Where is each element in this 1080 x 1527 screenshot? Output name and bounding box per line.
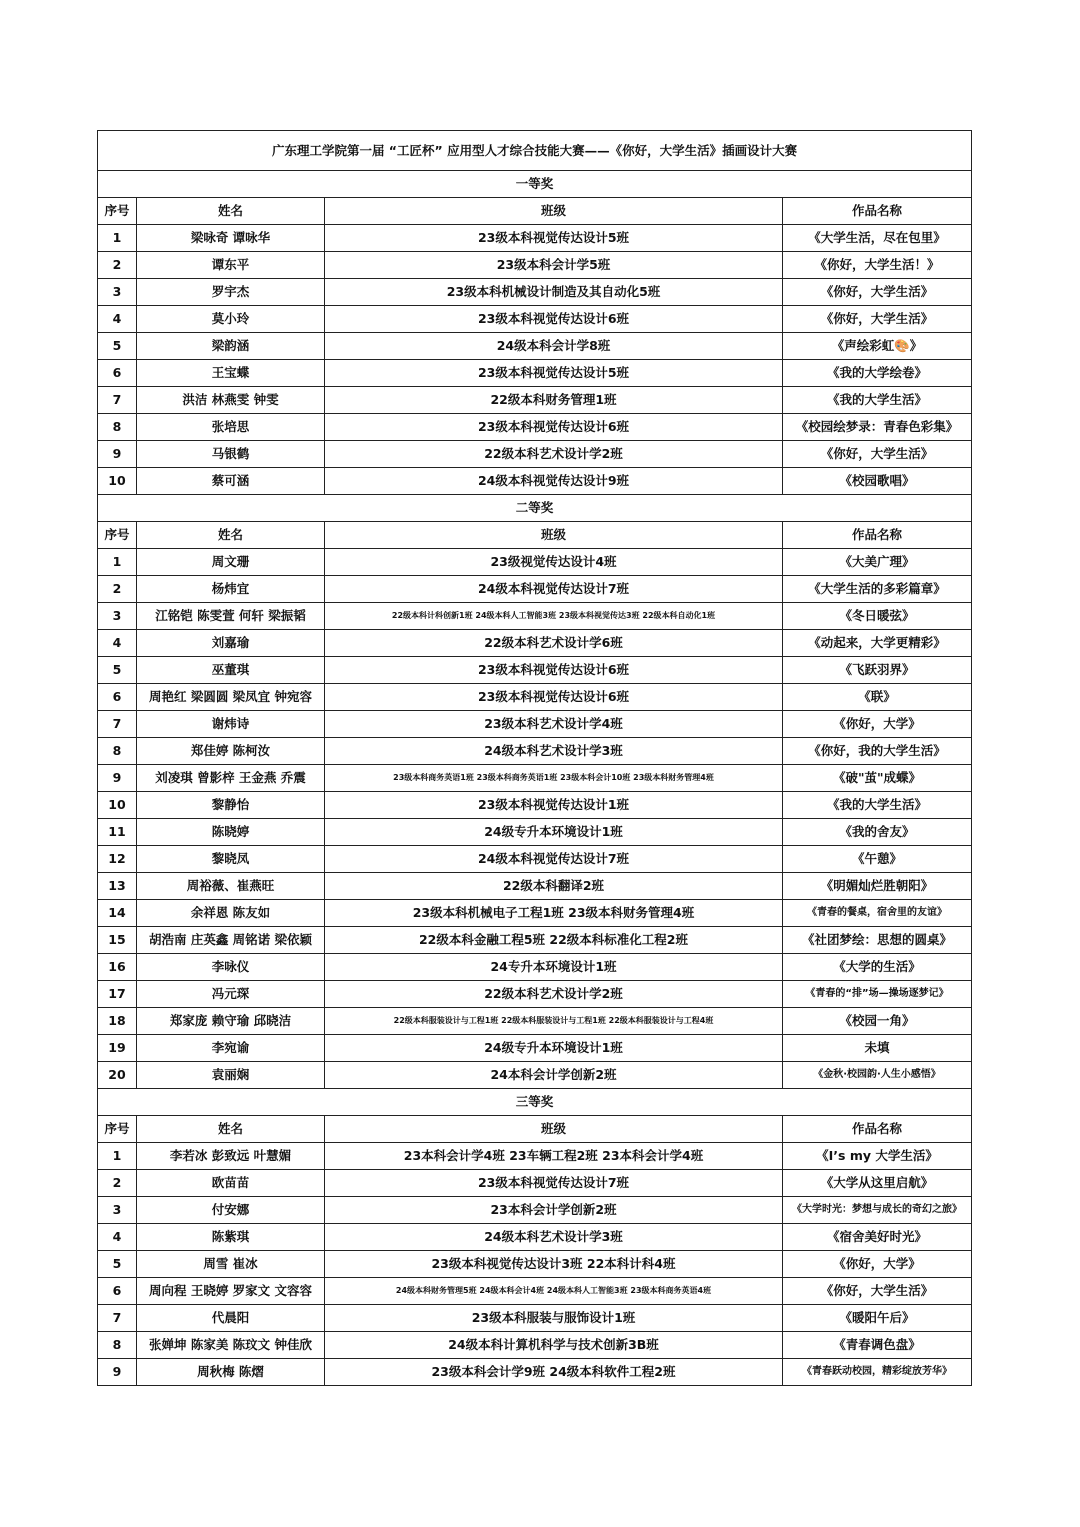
- work-title: 《社团梦绘：思想的圆桌》: [783, 927, 972, 954]
- class-name: 24级本科计算机科学与技术创新3B班: [325, 1332, 783, 1359]
- work-title: 《破"茧"成蝶》: [783, 765, 972, 792]
- class-name: 24级专升本环境设计1班: [325, 819, 783, 846]
- work-title: 《明媚灿烂胜朝阳》: [783, 873, 972, 900]
- row-number: 4: [98, 1224, 137, 1251]
- class-name: 23级本科机械电子工程1班 23级本科财务管理4班: [325, 900, 783, 927]
- class-name: 23级本科视觉传达设计6班: [325, 684, 783, 711]
- class-name: 22级本科艺术设计学2班: [325, 441, 783, 468]
- work-title: 《青春的“排”场—操场逐梦记》: [783, 981, 972, 1008]
- class-name: 23级本科会计学9班 24级本科软件工程2班: [325, 1359, 783, 1386]
- work-title: 《我的大学生活》: [783, 792, 972, 819]
- student-name: 江铭铠 陈雯萱 何轩 梁振韬: [137, 603, 325, 630]
- table-row: [98, 387, 972, 414]
- table-row: [98, 1278, 972, 1305]
- student-name: 冯元琛: [137, 981, 325, 1008]
- student-name: 刘凌琪 曾影梓 王金燕 乔震: [137, 765, 325, 792]
- work-title: 未填: [783, 1035, 972, 1062]
- student-name: 罗宇杰: [137, 279, 325, 306]
- work-title: 《大学时光：梦想与成长的奇幻之旅》: [783, 1197, 972, 1224]
- row-number: 17: [98, 981, 137, 1008]
- table-row: [98, 1008, 972, 1035]
- student-name: 周文珊: [137, 549, 325, 576]
- work-title: 《声绘彩虹🎨》: [783, 333, 972, 360]
- student-name: 李若冰 彭致远 叶慧媚: [137, 1143, 325, 1170]
- row-number: 18: [98, 1008, 137, 1035]
- table-row: [98, 1170, 972, 1197]
- row-number: 14: [98, 900, 137, 927]
- student-name: 刘嘉瑜: [137, 630, 325, 657]
- award-sheet: [97, 130, 971, 1386]
- row-number: 2: [98, 1170, 137, 1197]
- work-title: 《青春的餐桌，宿舍里的友谊》: [783, 900, 972, 927]
- header-class: 班级: [325, 1116, 783, 1143]
- table-row: [98, 900, 972, 927]
- row-number: 6: [98, 360, 137, 387]
- student-name: 胡浩南 庄英鑫 周铭诺 梁依颖: [137, 927, 325, 954]
- section-label: 一等奖: [98, 171, 972, 198]
- class-name: 23级本科视觉传达设计6班: [325, 657, 783, 684]
- work-title: 《青春调色盘》: [783, 1332, 972, 1359]
- class-name: 23级本科视觉传达设计6班: [325, 306, 783, 333]
- class-name: 24专升本环境设计1班: [325, 954, 783, 981]
- student-name: 王宝蝶: [137, 360, 325, 387]
- header-number: 序号: [98, 1116, 137, 1143]
- row-number: 1: [98, 549, 137, 576]
- header-work-title: 作品名称: [783, 198, 972, 225]
- section-label-row: [98, 1089, 972, 1116]
- table-row: [98, 252, 972, 279]
- table-header-row: [98, 1116, 972, 1143]
- table-row: [98, 549, 972, 576]
- student-name: 周向程 王晓婷 罗家文 文容容: [137, 1278, 325, 1305]
- row-number: 9: [98, 765, 137, 792]
- student-name: 马银鹤: [137, 441, 325, 468]
- class-name: 24级专升本环境设计1班: [325, 1035, 783, 1062]
- row-number: 5: [98, 333, 137, 360]
- table-row: [98, 927, 972, 954]
- row-number: 4: [98, 630, 137, 657]
- student-name: 梁韵涵: [137, 333, 325, 360]
- row-number: 1: [98, 225, 137, 252]
- work-title: 《金秋·校园韵·人生小感悟》: [783, 1062, 972, 1089]
- table-row: [98, 1143, 972, 1170]
- class-name: 22级本科艺术设计学2班: [325, 981, 783, 1008]
- student-name: 巫董琪: [137, 657, 325, 684]
- table-row: [98, 819, 972, 846]
- header-name: 姓名: [137, 522, 325, 549]
- student-name: 张培思: [137, 414, 325, 441]
- student-name: 郑家庞 赖守瑜 邱晓洁: [137, 1008, 325, 1035]
- row-number: 19: [98, 1035, 137, 1062]
- student-name: 周裕薇、崔燕旺: [137, 873, 325, 900]
- table-header-row: [98, 522, 972, 549]
- table-row: [98, 225, 972, 252]
- work-title: 《大学的生活》: [783, 954, 972, 981]
- student-name: 陈紫琪: [137, 1224, 325, 1251]
- work-title: 《我的舍友》: [783, 819, 972, 846]
- work-title: 《午憩》: [783, 846, 972, 873]
- class-name: 23级本科视觉传达设计7班: [325, 1170, 783, 1197]
- header-work-title: 作品名称: [783, 522, 972, 549]
- class-name: 24级本科会计学8班: [325, 333, 783, 360]
- class-name: 24级本科视觉传达设计7班: [325, 576, 783, 603]
- work-title: 《大学生活，尽在包里》: [783, 225, 972, 252]
- class-name: 23级本科视觉传达设计6班: [325, 414, 783, 441]
- student-name: 黎晓凤: [137, 846, 325, 873]
- table-row: [98, 1224, 972, 1251]
- section-label-row: [98, 171, 972, 198]
- table-row: [98, 306, 972, 333]
- class-name: 23本科会计学4班 23车辆工程2班 23本科会计学4班: [325, 1143, 783, 1170]
- table-row: [98, 981, 972, 1008]
- row-number: 9: [98, 441, 137, 468]
- table-row: [98, 765, 972, 792]
- table-row: [98, 333, 972, 360]
- student-name: 杨炜宜: [137, 576, 325, 603]
- page-title: 广东理工学院第一届 “工匠杯” 应用型人才综合技能大赛——《你好，大学生活》插画设计大赛: [98, 131, 972, 171]
- student-name: 梁咏奇 谭咏华: [137, 225, 325, 252]
- row-number: 10: [98, 792, 137, 819]
- student-name: 周秋梅 陈熠: [137, 1359, 325, 1386]
- class-name: 22级本科服装设计与工程1班 22级本科服装设计与工程1班 22级本科服装设计与工程4班: [325, 1008, 783, 1035]
- header-number: 序号: [98, 522, 137, 549]
- table-row: [98, 1251, 972, 1278]
- table-row: [98, 360, 972, 387]
- row-number: 20: [98, 1062, 137, 1089]
- table-row: [98, 1197, 972, 1224]
- row-number: 7: [98, 387, 137, 414]
- table-row: [98, 1359, 972, 1386]
- work-title: 《I’s my 大学生活》: [783, 1143, 972, 1170]
- class-name: 23级本科会计学5班: [325, 252, 783, 279]
- class-name: 23级本科视觉传达设计3班 22本科计科4班: [325, 1251, 783, 1278]
- row-number: 3: [98, 603, 137, 630]
- class-name: 23级本科视觉传达设计5班: [325, 225, 783, 252]
- class-name: 23级本科机械设计制造及其自动化5班: [325, 279, 783, 306]
- work-title: 《校园歌唱》: [783, 468, 972, 495]
- work-title: 《你好，大学生活》: [783, 279, 972, 306]
- table-row: [98, 954, 972, 981]
- work-title: 《我的大学绘卷》: [783, 360, 972, 387]
- row-number: 6: [98, 1278, 137, 1305]
- table-row: [98, 576, 972, 603]
- table-row: [98, 738, 972, 765]
- table-row: [98, 1035, 972, 1062]
- table-row: [98, 657, 972, 684]
- class-name: 23级视觉传达设计4班: [325, 549, 783, 576]
- section-label-row: [98, 495, 972, 522]
- row-number: 8: [98, 738, 137, 765]
- work-title: 《你好，大学生活！》: [783, 252, 972, 279]
- work-title: 《暖阳午后》: [783, 1305, 972, 1332]
- row-number: 6: [98, 684, 137, 711]
- row-number: 7: [98, 711, 137, 738]
- work-title: 《联》: [783, 684, 972, 711]
- row-number: 3: [98, 279, 137, 306]
- student-name: 莫小玲: [137, 306, 325, 333]
- class-name: 23本科会计学创新2班: [325, 1197, 783, 1224]
- class-name: 23级本科服装与服饰设计1班: [325, 1305, 783, 1332]
- row-number: 13: [98, 873, 137, 900]
- table-row: [98, 414, 972, 441]
- row-number: 15: [98, 927, 137, 954]
- row-number: 3: [98, 1197, 137, 1224]
- student-name: 谢炜诗: [137, 711, 325, 738]
- class-name: 24级本科艺术设计学3班: [325, 1224, 783, 1251]
- class-name: 22级本科财务管理1班: [325, 387, 783, 414]
- class-name: 22级本科计科创新1班 24级本科人工智能3班 23级本科视觉传达3班 22级本科自动化1班: [325, 603, 783, 630]
- row-number: 2: [98, 252, 137, 279]
- student-name: 谭东平: [137, 252, 325, 279]
- header-number: 序号: [98, 198, 137, 225]
- work-title: 《冬日暖弦》: [783, 603, 972, 630]
- work-title: 《大学从这里启航》: [783, 1170, 972, 1197]
- class-name: 22级本科翻译2班: [325, 873, 783, 900]
- row-number: 7: [98, 1305, 137, 1332]
- title-row: [98, 131, 972, 171]
- work-title: 《校园一角》: [783, 1008, 972, 1035]
- work-title: 《你好，大学》: [783, 711, 972, 738]
- header-name: 姓名: [137, 1116, 325, 1143]
- class-name: 23级本科视觉传达设计1班: [325, 792, 783, 819]
- student-name: 郑佳婷 陈柯汝: [137, 738, 325, 765]
- work-title: 《飞跃羽界》: [783, 657, 972, 684]
- student-name: 付安娜: [137, 1197, 325, 1224]
- work-title: 《你好，大学生活》: [783, 306, 972, 333]
- student-name: 洪洁 林燕雯 钟雯: [137, 387, 325, 414]
- table-row: [98, 1305, 972, 1332]
- work-title: 《你好，大学生活》: [783, 1278, 972, 1305]
- row-number: 9: [98, 1359, 137, 1386]
- section-label: 三等奖: [98, 1089, 972, 1116]
- student-name: 黎静怡: [137, 792, 325, 819]
- row-number: 16: [98, 954, 137, 981]
- table-row: [98, 441, 972, 468]
- student-name: 陈晓婷: [137, 819, 325, 846]
- header-class: 班级: [325, 522, 783, 549]
- work-title: 《大学生活的多彩篇章》: [783, 576, 972, 603]
- class-name: 23级本科商务英语1班 23级本科商务英语1班 23级本科会计10班 23级本科财务管理4班: [325, 765, 783, 792]
- work-title: 《你好，大学》: [783, 1251, 972, 1278]
- class-name: 24本科会计学创新2班: [325, 1062, 783, 1089]
- table-row: [98, 468, 972, 495]
- table-row: [98, 873, 972, 900]
- row-number: 8: [98, 1332, 137, 1359]
- class-name: 24级本科视觉传达设计9班: [325, 468, 783, 495]
- student-name: 袁丽娴: [137, 1062, 325, 1089]
- class-name: 24级本科视觉传达设计7班: [325, 846, 783, 873]
- student-name: 余祥恩 陈友如: [137, 900, 325, 927]
- table-row: [98, 279, 972, 306]
- header-work-title: 作品名称: [783, 1116, 972, 1143]
- award-table-body: [98, 131, 972, 1386]
- student-name: 李咏仪: [137, 954, 325, 981]
- row-number: 1: [98, 1143, 137, 1170]
- student-name: 周雪 崔冰: [137, 1251, 325, 1278]
- student-name: 周艳红 梁圆圆 梁凤宜 钟宛容: [137, 684, 325, 711]
- table-row: [98, 846, 972, 873]
- table-row: [98, 1062, 972, 1089]
- student-name: 代晨阳: [137, 1305, 325, 1332]
- header-name: 姓名: [137, 198, 325, 225]
- class-name: 22级本科金融工程5班 22级本科标准化工程2班: [325, 927, 783, 954]
- work-title: 《你好，我的大学生活》: [783, 738, 972, 765]
- table-row: [98, 792, 972, 819]
- section-label: 二等奖: [98, 495, 972, 522]
- row-number: 5: [98, 1251, 137, 1278]
- table-row: [98, 603, 972, 630]
- class-name: 22级本科艺术设计学6班: [325, 630, 783, 657]
- row-number: 5: [98, 657, 137, 684]
- row-number: 4: [98, 306, 137, 333]
- table-row: [98, 684, 972, 711]
- header-class: 班级: [325, 198, 783, 225]
- student-name: 蔡可涵: [137, 468, 325, 495]
- work-title: 《青春跃动校园，精彩绽放芳华》: [783, 1359, 972, 1386]
- award-table: [97, 130, 972, 1386]
- table-header-row: [98, 198, 972, 225]
- table-row: [98, 1332, 972, 1359]
- work-title: 《动起来，大学更精彩》: [783, 630, 972, 657]
- work-title: 《大美广理》: [783, 549, 972, 576]
- class-name: 23级本科视觉传达设计5班: [325, 360, 783, 387]
- student-name: 李宛谕: [137, 1035, 325, 1062]
- class-name: 24级本科艺术设计学3班: [325, 738, 783, 765]
- work-title: 《我的大学生活》: [783, 387, 972, 414]
- row-number: 11: [98, 819, 137, 846]
- table-row: [98, 711, 972, 738]
- class-name: 24级本科财务管理5班 24级本科会计4班 24级本科人工智能3班 23级本科商务英语4班: [325, 1278, 783, 1305]
- student-name: 张婵坤 陈家美 陈玟文 钟佳欣: [137, 1332, 325, 1359]
- student-name: 欧苗苗: [137, 1170, 325, 1197]
- table-row: [98, 630, 972, 657]
- row-number: 12: [98, 846, 137, 873]
- class-name: 23级本科艺术设计学4班: [325, 711, 783, 738]
- row-number: 2: [98, 576, 137, 603]
- work-title: 《你好，大学生活》: [783, 441, 972, 468]
- work-title: 《校园绘梦录：青春色彩集》: [783, 414, 972, 441]
- row-number: 10: [98, 468, 137, 495]
- row-number: 8: [98, 414, 137, 441]
- work-title: 《宿舍美好时光》: [783, 1224, 972, 1251]
